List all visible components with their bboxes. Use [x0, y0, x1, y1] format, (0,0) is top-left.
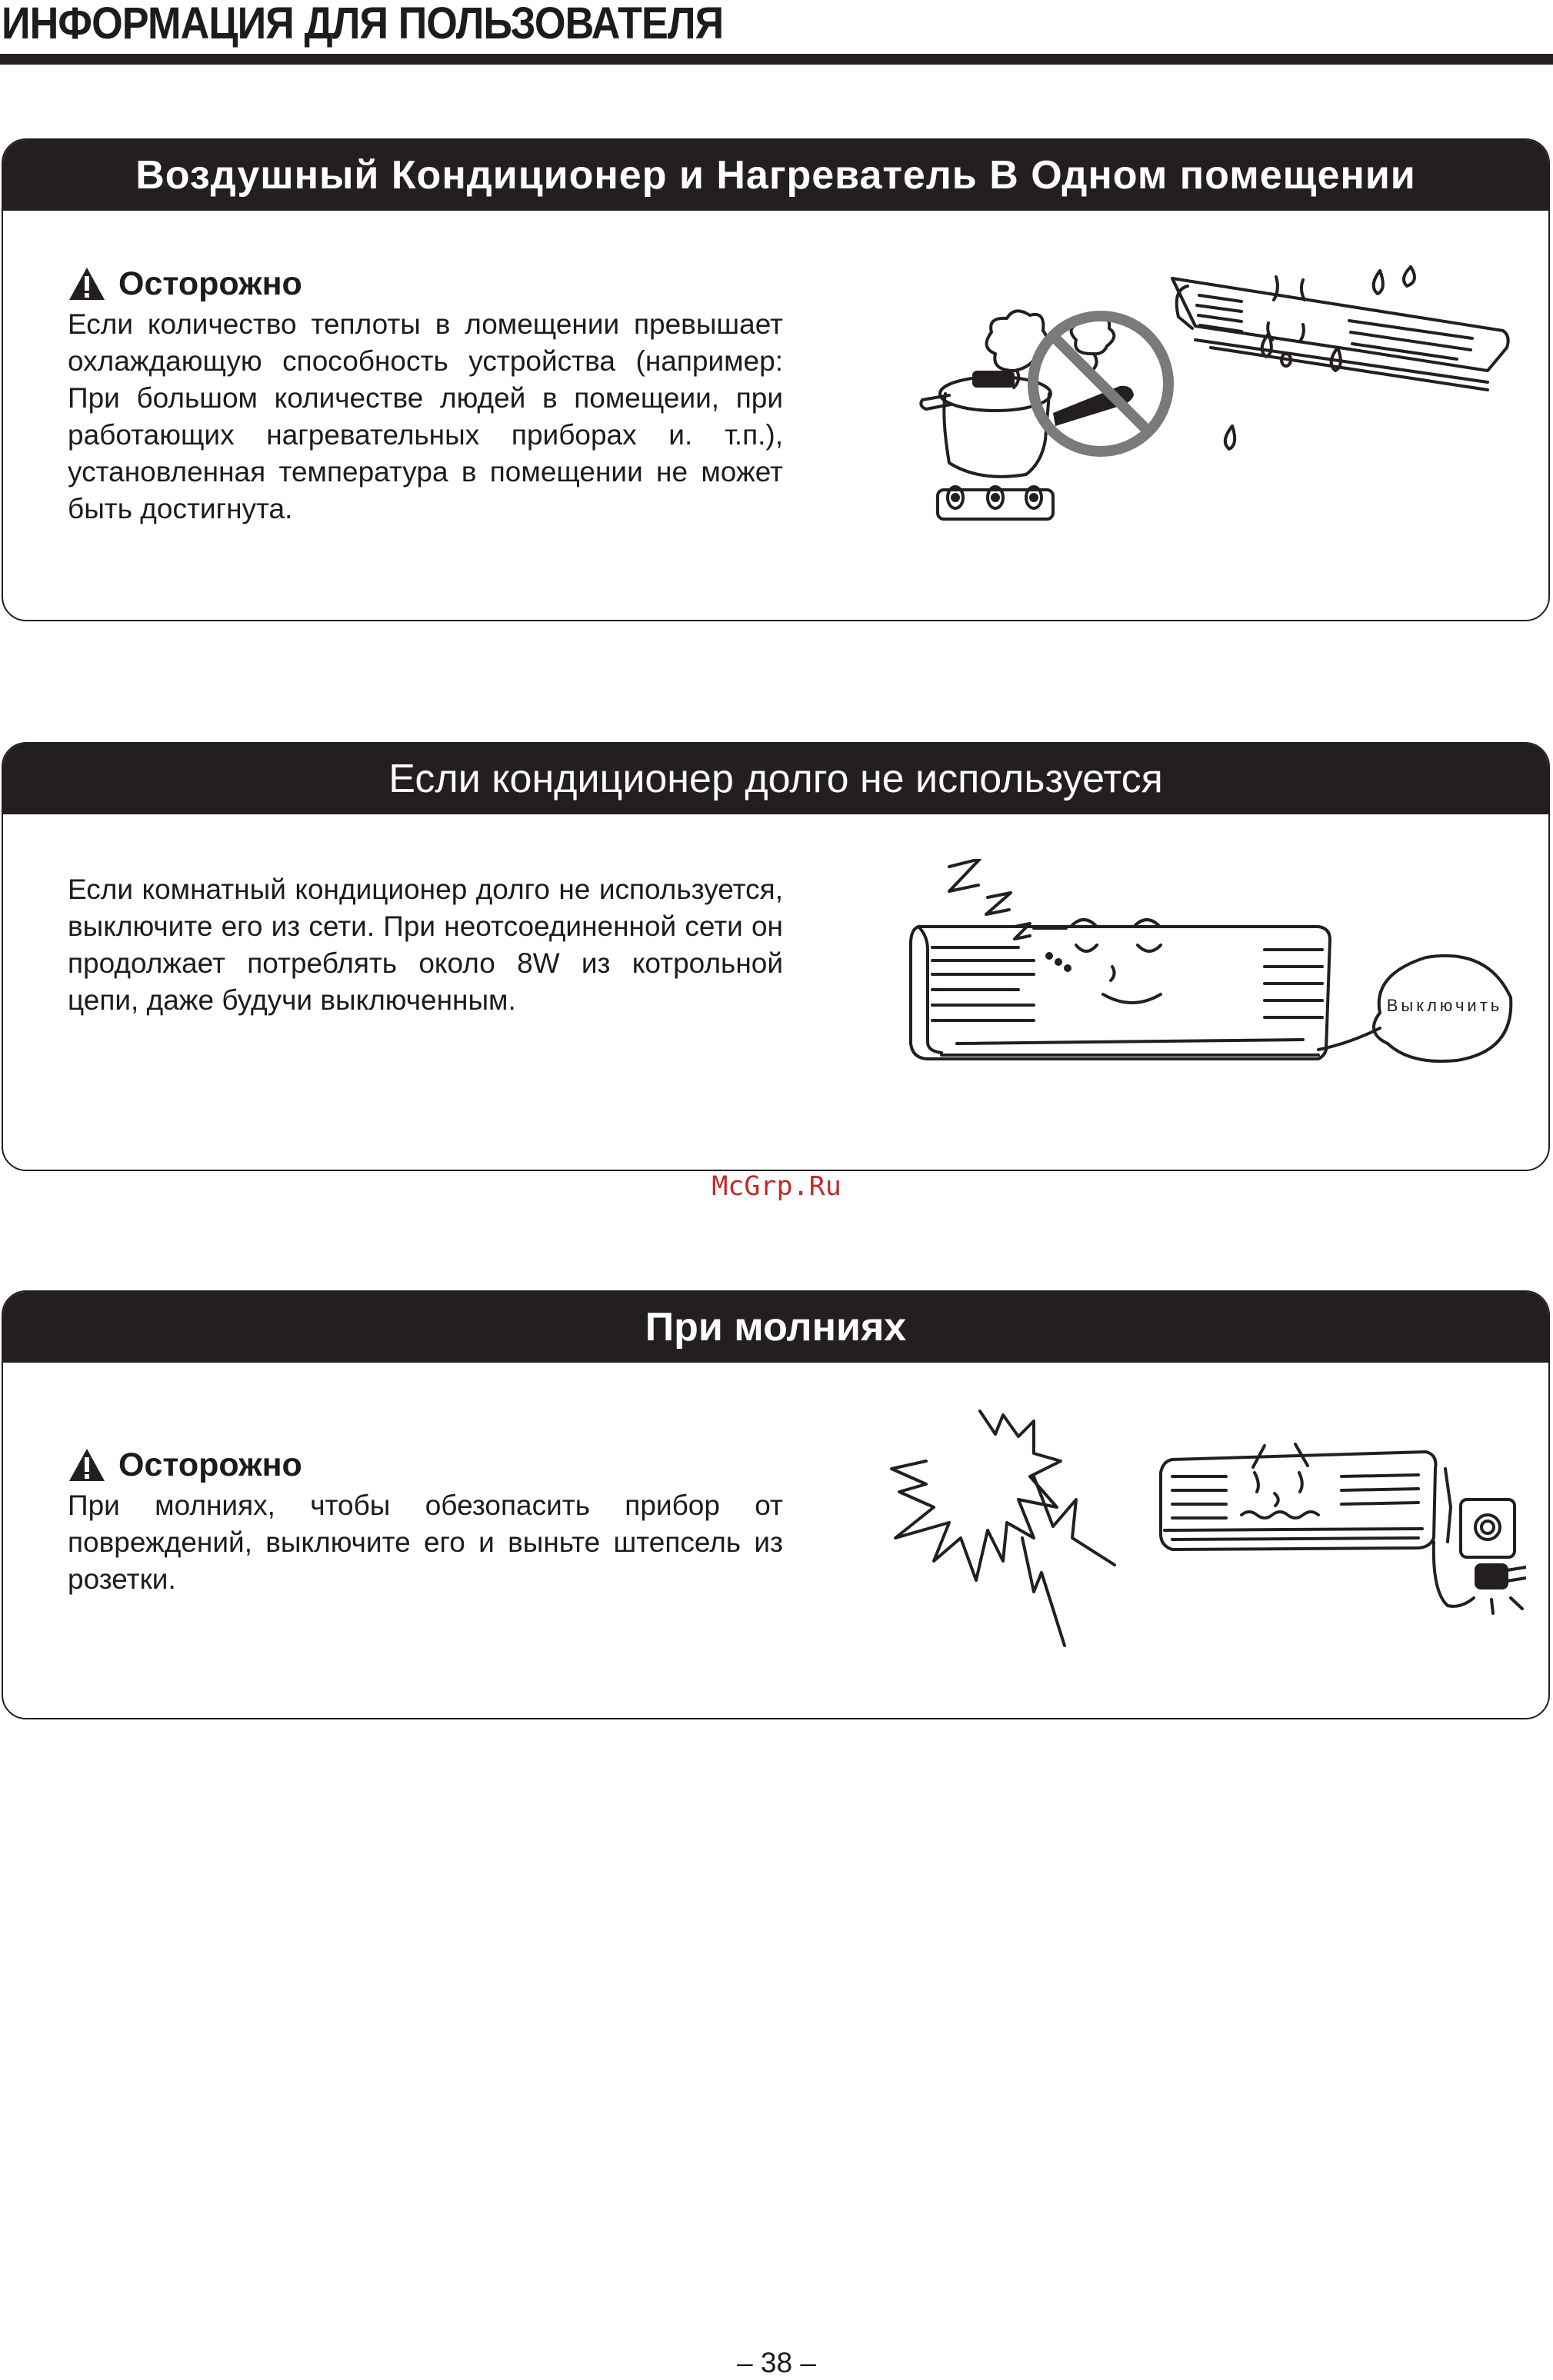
section-title: Если кондиционер долго не используется [388, 757, 1163, 801]
page-number: – 38 – [737, 2347, 816, 2378]
header-rule [0, 54, 1553, 65]
watermark: McGrp.Ru [712, 1171, 841, 1202]
caution-label: Осторожно [118, 265, 302, 302]
speech-bubble-text: Выключить [1386, 996, 1503, 1015]
section-title-bar [3, 744, 1548, 814]
section-ac-and-heater [2, 138, 1550, 621]
section-long-unused [2, 742, 1550, 1171]
page-title: ИНФОРМАЦИЯ ДЛЯ ПОЛЬЗОВАТЕЛЯ [2, 0, 724, 48]
caution-heading [68, 1444, 302, 1486]
section-title: Воздушный Кондиционер и Нагреватель В Одном помещении [135, 153, 1416, 198]
lightning-unplug-icon [880, 1407, 1526, 1669]
caution-label: Осторожно [118, 1446, 302, 1483]
section-title: При молниях [645, 1305, 907, 1350]
section-body: При молниях, чтобы обезопасить прибор от повреждений, выключите его и выньте штепсель из розетки. [68, 1490, 783, 1595]
sleeping-ac-icon [888, 859, 1518, 1090]
section-body: Если количество теплоты в ломещении превышает охлаждающую способность устройства (например: При большом количестве людей в помещеии, при работающих нагревательных приборах и. т.п.), установленная температура в помещении не может быть достигнута. [68, 308, 783, 524]
warning-icon [68, 1447, 106, 1483]
section-title-bar [3, 140, 1548, 211]
page-header [0, 0, 1553, 66]
prohibited-heater-near-ac-icon [918, 263, 1518, 555]
caution-heading [68, 263, 302, 305]
warning-icon [68, 266, 106, 301]
section-body: Если комнатный кондиционер долго не используется, выключите его из сети. При неотсоединенной сети он продолжает потреблять около 8W из котрольной цепи, даже будучи выключенным. [68, 874, 783, 1016]
section-title-bar [3, 1292, 1548, 1363]
section-lightning [2, 1290, 1550, 1719]
